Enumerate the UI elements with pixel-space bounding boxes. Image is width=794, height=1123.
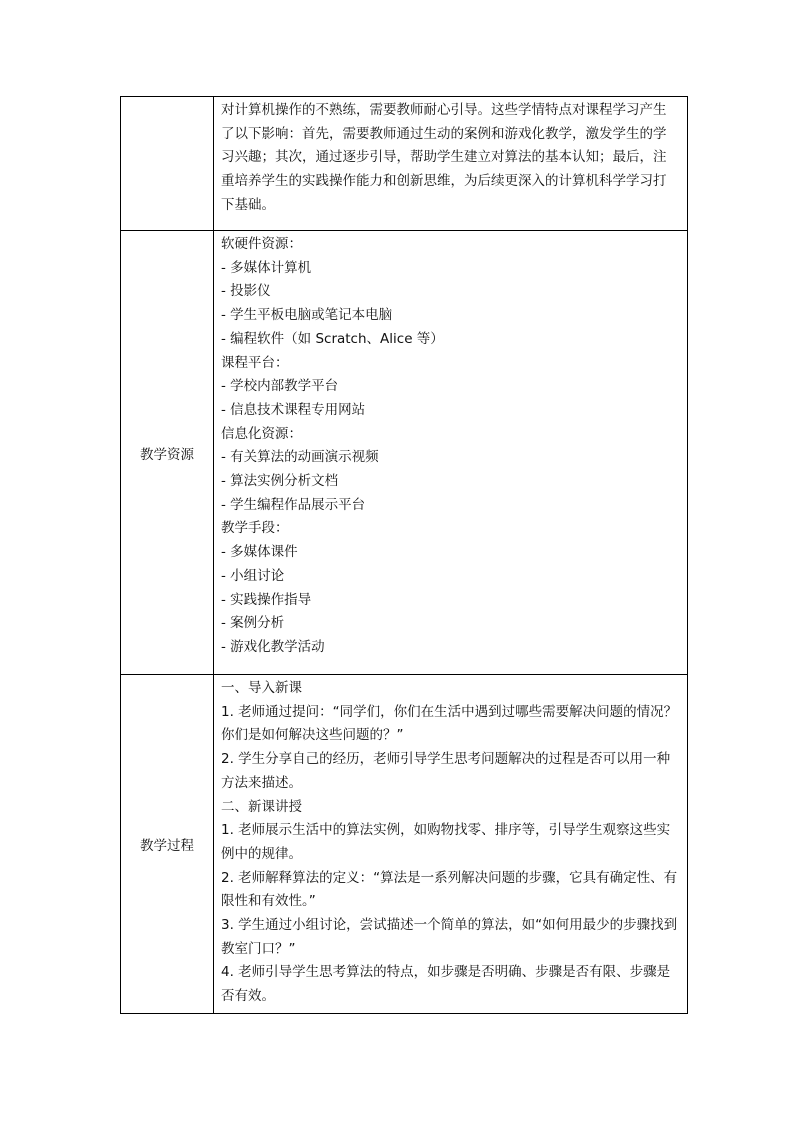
list-item: - 案例分析: [221, 615, 285, 632]
learner-analysis-content: [214, 97, 688, 231]
list-item: - 有关算法的动画演示视频: [221, 449, 379, 466]
teaching-process-content: [214, 675, 688, 1014]
list-item: - 小组讨论: [221, 567, 285, 584]
row-label-teaching-process: 教学过程: [121, 675, 214, 1014]
section-heading: 教学手段：: [221, 520, 289, 537]
list-item: - 多媒体计算机: [221, 259, 312, 276]
list-item: - 学生编程作品展示平台: [221, 496, 366, 513]
list-item: - 算法实例分析文档: [221, 473, 339, 490]
table-row-teaching-resources: [121, 231, 688, 675]
list-item: - 多媒体课件: [221, 544, 298, 561]
section-heading: 二、新课讲授: [221, 798, 302, 815]
list-item: 2. 学生分享自己的经历，老师引导学生思考问题解决的过程是否可以用一种方法来描述。: [221, 751, 671, 791]
list-item: - 编程软件（如 Scratch、Alice 等）: [221, 330, 444, 347]
lesson-plan-table: [120, 96, 688, 1014]
list-item: 4. 老师引导学生思考算法的特点，如步骤是否明确、步骤是否有限、步骤是否有效。: [221, 964, 671, 1005]
list-item: - 实践操作指导: [221, 591, 312, 608]
list-item: 1. 老师通过提问：“同学们，你们在生活中遇到过哪些需要解决问题的情况？你们是如何解决这些问题的？”: [221, 703, 678, 744]
section-heading: 一、导入新课: [221, 680, 302, 696]
list-item: 3. 学生通过小组讨论，尝试描述一个简单的算法，如“如何用最少的步骤找到教室门口？”: [221, 917, 678, 957]
row-label-empty: [121, 97, 214, 231]
section-heading: 课程平台：: [221, 354, 289, 371]
teaching-resources-content: [214, 231, 688, 675]
list-item: - 游戏化教学活动: [221, 638, 325, 655]
section-heading: 软硬件资源：: [221, 236, 302, 252]
table-row-teaching-process: [121, 675, 688, 1014]
paragraph: 对计算机操作的不熟练，需要教师耐心引导。这些学情特点对课程学习产生了以下影响：首先，需要教师通过生动的案例和游戏化教学，激发学生的学习兴趣；其次，通过逐步引导，帮助学生建立对算法的基本认知；最后，注重培养学生的实践操作能力和创新思维，为后续更深入的计算机科学学习打下基础。: [221, 102, 667, 213]
list-item: - 学校内部教学平台: [221, 378, 339, 395]
list-item: - 信息技术课程专用网站: [221, 401, 366, 418]
section-heading: 信息化资源：: [221, 425, 302, 442]
row-label-teaching-resources: 教学资源: [121, 231, 214, 675]
list-item: 1. 老师展示生活中的算法实例，如购物找零、排序等，引导学生观察这些实例中的规律。: [221, 822, 671, 862]
list-item: 2. 老师解释算法的定义：“算法是一系列解决问题的步骤，它具有确定性、有限性和有效性。”: [221, 869, 678, 910]
list-item: - 投影仪: [221, 283, 271, 300]
list-item: - 学生平板电脑或笔记本电脑: [221, 307, 393, 324]
table-row-learner-analysis: [121, 97, 688, 231]
